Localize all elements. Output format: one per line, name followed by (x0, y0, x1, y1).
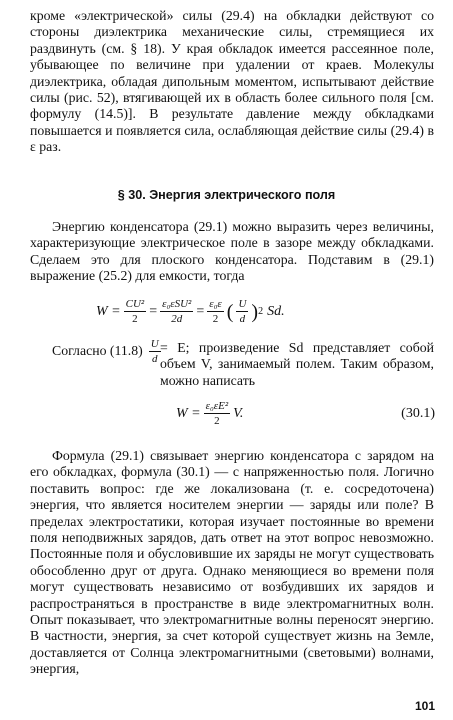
eq1-tail: Sd. (267, 303, 285, 319)
equation-number: (30.1) (401, 406, 435, 421)
eq1-f4-numerator: U (238, 298, 247, 310)
eq2-numerator: ε₀εE² (205, 400, 229, 412)
paragraph-1 (30, 219, 434, 285)
eq1-f3-numerator: ε₀ε (209, 298, 222, 310)
section-heading: § 30. Энергия электрического поля (117, 188, 336, 202)
eq1-lhs: W = (96, 303, 121, 319)
eq1-paren-right: ) (251, 300, 259, 323)
page-number: 101 (414, 699, 435, 713)
eq1-f1-denominator: 2 (132, 313, 138, 325)
paragraph-2-lead: Согласно (11.8) (52, 343, 143, 359)
eq1-fraction-2 (160, 298, 193, 325)
eq1-exponent: 2 (258, 306, 264, 317)
top-paragraph (30, 8, 434, 156)
eq2-lhs: W = (176, 405, 201, 421)
eq1-equals-a: = (149, 303, 158, 319)
paragraph-1-text: Энергию конденсатора (29.1) можно выразить через величины, характеризующие электрическое поле в зазоре между обкладками. Сделаем это для плоского конденсатора. Подставим в (29.1) выражение (25.2) для емкости, тогда (30, 219, 434, 284)
inline-fraction-denominator: d (151, 353, 158, 365)
equation-30-1 (176, 400, 243, 427)
eq2-tail: V. (233, 405, 244, 421)
top-paragraph-text: кроме «электрической» силы (29.4) на обкладки действуют со стороны диэлектрика механические силы, стремящиеся их раздвинуть (см. § 18). У края обкладок имеется рассеянное поле, убывающее по величине при удалении от краев. Молекулы диэлектрика, обладая дипольным моментом, испытывают действие силы (рис. 52), втягивающей их в область более сильного поля [см. формулу (14.5)]. В результате давление между обкладками повышается и появляется сила, ослабляющая действие силы (29.4) в ε раз. (30, 8, 434, 155)
eq1-equals-b: = (196, 303, 205, 319)
paragraph-2-rest: = E; произведение Sd представляет собой объем V, занимаемый полем. Таким образом, можно написать (160, 340, 434, 388)
paragraph-3-text: Формула (29.1) связывает энергию конденсатора с зарядом на его обкладках, формула (30.1) — с напряженностью поля. Логично поставить вопрос: где же локализована (т. е. сосредоточена) энергия, что является носителем энергии — заряды или поле? В пределах электростатики, которая изучает постоянные во времени поля неподвижных зарядов, дать ответ на этот вопрос невозможно. Постоянные поля и обусловившие их заряды не могут существовать обособленно друг от друга. Однако меняющиеся во времени поля могут существовать независимо от возбудивших их зарядов и распространяться в пространстве в виде электромагнитных волн. Опыт показывает, что электромагнитные волны переносят энергию. В частности, энергия, за счет которой существует жизнь на Земле, доставляется от Солнца электромагнитными (световыми) волнами, энергия, (30, 448, 434, 677)
inline-fraction-numerator: U (150, 338, 159, 350)
eq1-f4-denominator: d (239, 313, 246, 325)
eq2-fraction (204, 400, 231, 427)
eq1-fraction-3 (207, 298, 224, 325)
paragraph-3 (30, 448, 434, 678)
paragraph-2-rest-box (160, 340, 434, 389)
eq1-fraction-4 (236, 298, 248, 325)
eq1-fraction-1 (124, 298, 147, 325)
eq1-paren-left: ( (226, 300, 234, 323)
eq1-f2-denominator: 2d (171, 313, 183, 325)
eq1-f1-numerator: CU² (125, 298, 145, 310)
eq2-denominator: 2 (214, 415, 220, 427)
eq1-f3-denominator: 2 (212, 313, 219, 325)
equation-energy-capacitor (96, 298, 285, 325)
eq1-f2-numerator: ε₀εSU² (162, 298, 192, 310)
inline-fraction-u-over-d (149, 338, 161, 365)
